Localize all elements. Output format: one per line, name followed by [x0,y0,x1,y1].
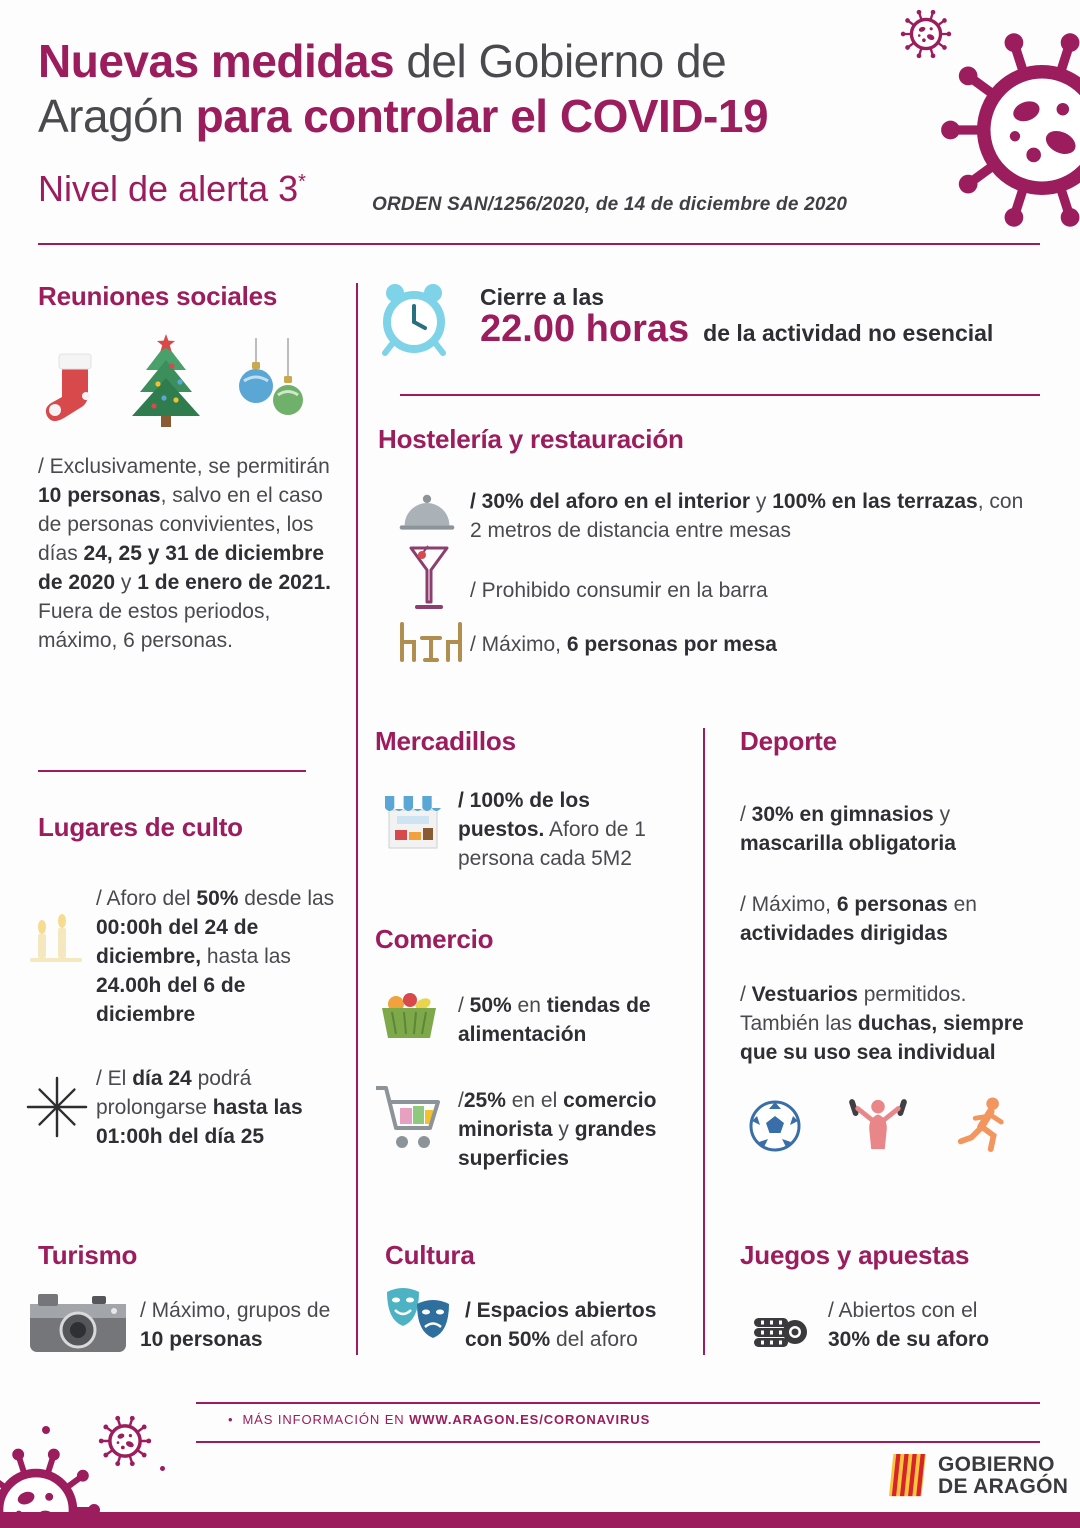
title-line-1 [38,34,878,89]
star-icon [26,1076,88,1138]
christmas-stocking-icon [42,348,100,430]
info-text: MÁS INFORMACIÓN EN WWW.ARAGON.ES/CORONAVIRUS [242,1412,651,1427]
title-highlight-2: para controlar el COVID-19 [195,90,769,142]
order-reference: ORDEN SAN/1256/2020, de 14 de diciembre de 2020 [372,194,848,215]
header-divider [38,243,1040,245]
footer-divider-top [196,1402,1040,1404]
theater-masks-icon [383,1286,453,1344]
gobierno-aragon-logo [884,1452,1068,1500]
culto-heading: Lugares de culto [38,812,243,842]
christmas-ornaments-icon [232,338,310,430]
sports-icons [748,1095,1010,1153]
cocktail-icon [408,544,450,614]
poker-chips-icon [752,1290,808,1350]
christmas-icons [42,334,310,430]
vertical-divider-left [356,283,358,1355]
logo-line-2: DE ARAGÓN [938,1475,1069,1498]
alarm-clock-icon [378,280,450,356]
christmas-tree-icon [128,334,204,430]
runner-icon [954,1095,1010,1153]
culto-item-1: / Aforo del 50% desde las 00:00h del 24 de diciembre, hasta las 24.00h del 6 de diciembre [96,887,335,1026]
mercadillos-text: / 100% de los puestos. Aforo de 1 persona cada 5M2 [458,789,646,870]
info-bullet: • [228,1412,234,1427]
hosteleria-item-2: / Prohibido consumir en la barra [470,579,768,602]
cierre-intro: Cierre a las [480,284,605,310]
deporte-item-2: / Máximo, 6 personas en actividades dirigidas [740,893,977,945]
footer-info [228,1412,650,1427]
weightlifter-icon [847,1095,909,1153]
deporte-item-1: / 30% en gimnasios y mascarilla obligatoria [740,803,956,855]
bottom-bar [0,1512,1080,1528]
logo-line-1: GOBIERNO [938,1453,1055,1476]
info-url[interactable]: WWW.ARAGON.ES/CORONAVIRUS [409,1412,651,1427]
page-title [38,34,878,144]
alert-level [38,168,306,210]
title-highlight-1: Nuevas medidas [38,35,395,87]
title-line-2 [38,89,878,144]
logo-text [938,1454,1068,1498]
juegos-text: / Abiertos con el 30% de su aforo [828,1299,990,1351]
juegos-heading: Juegos y apuestas [740,1240,970,1270]
hosteleria-item-1: / 30% del aforo en el interior y 100% en las terrazas, con 2 metros de distancia entre mesas [470,490,1024,542]
comercio-item-2: /25% en el comercio minorista y grandes superficies [458,1089,657,1170]
reuniones-heading: Reuniones sociales [38,281,278,311]
title-text-1: del Gobierno de [394,35,727,87]
title-text-2: Aragón [38,90,196,142]
decorative-dot-2 [160,1466,165,1471]
cultura-heading: Cultura [385,1240,475,1270]
alert-asterisk: * [298,171,306,193]
turismo-text: / Máximo, grupos de 10 personas [140,1299,331,1351]
mercadillos-heading: Mercadillos [375,726,516,756]
food-basket-icon [378,986,440,1042]
table-icon [398,620,464,664]
cierre-time: 22.00 horas [480,308,690,350]
coronavirus-icon-large [938,26,1080,234]
decorative-dot-1 [42,1426,50,1434]
soccer-ball-icon [748,1099,802,1153]
food-cloche-icon [398,490,456,536]
camera-icon [28,1292,128,1354]
comercio-item-1: / 50% en tiendas de alimentación [458,994,651,1046]
coronavirus-decoration-small [98,1414,152,1468]
cultura-text: / Espacios abiertos con 50% del aforo [465,1299,657,1351]
candles-icon [24,912,88,962]
deporte-heading: Deporte [740,726,837,756]
deporte-item-3: / Vestuarios permitidos. También las duchas, siempre que su uso sea individual [740,983,1024,1064]
vertical-divider-middle [703,728,705,1355]
culto-item-2: / El día 24 podrá prolongarse hasta las 01:00h del día 25 [96,1067,303,1148]
shopping-cart-icon [372,1084,442,1156]
turismo-heading: Turismo [38,1240,138,1270]
cierre-divider [400,394,1040,396]
left-divider [38,770,306,772]
hosteleria-heading: Hostelería y restauración [378,424,684,454]
alert-level-label: Nivel de alerta 3 [38,168,299,209]
hosteleria-item-3: / Máximo, 6 personas por mesa [470,633,777,656]
cierre-suffix: de la actividad no esencial [703,320,994,346]
cierre-time-row [480,308,993,351]
footer-divider-bottom [196,1441,1040,1443]
reuniones-text: / Exclusivamente, se permitirán 10 personas, salvo en el caso de personas convivientes, los días 24, 25 y 31 de diciembre de 2020 y 1 de enero de 2021. Fuera de estos periodos, máximo, 6 personas. [38,455,332,652]
aragon-flag-icon [884,1452,928,1500]
comercio-heading: Comercio [375,924,494,954]
market-stall-icon [383,790,443,854]
